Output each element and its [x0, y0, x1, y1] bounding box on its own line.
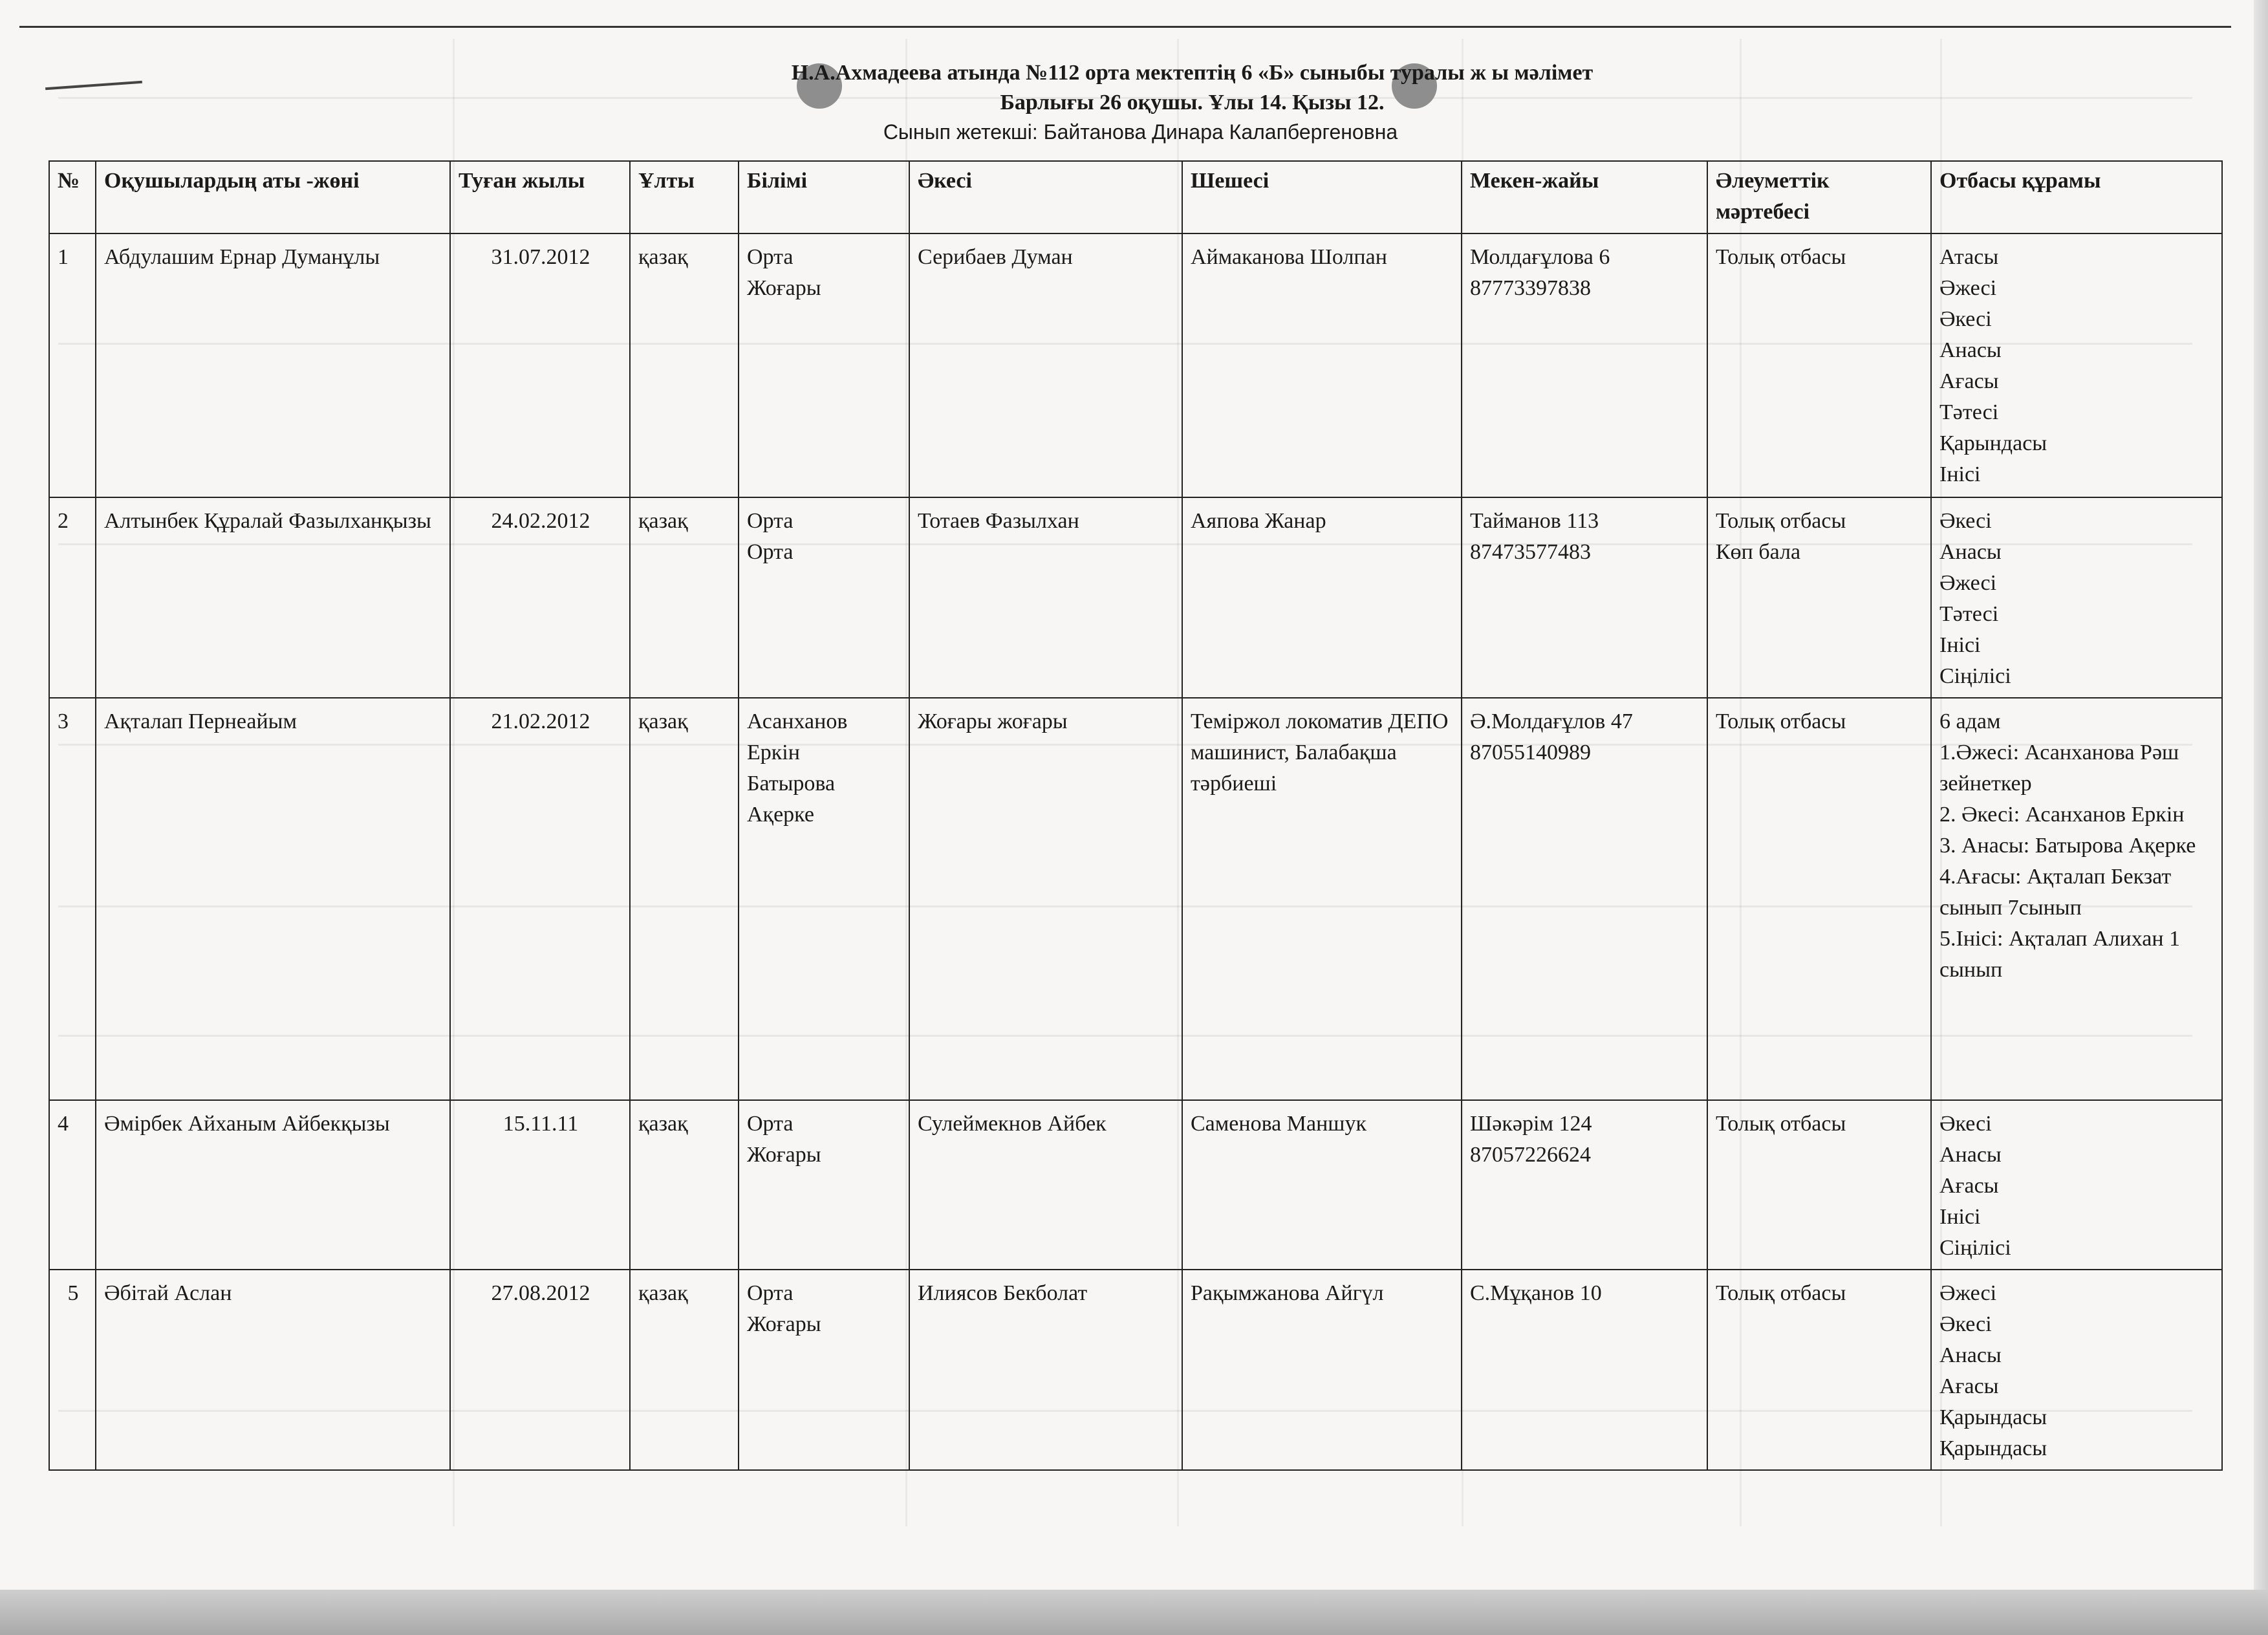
birth-date: 24.02.2012: [450, 497, 630, 698]
social-status-cell: [1707, 698, 1931, 1100]
table-header-row: [49, 161, 2222, 233]
education-line: Ақерке: [747, 803, 814, 827]
row-num: 2: [49, 497, 96, 698]
table-row: [49, 1270, 2222, 1470]
family-member: 6 адам: [1939, 709, 2001, 733]
father-name: Жоғары жоғары: [909, 698, 1182, 1100]
student-name: Абдулашим Ернар Думанұлы: [96, 233, 450, 497]
education-line: Орта: [747, 509, 794, 533]
father-name: Тотаев Фазылхан: [909, 497, 1182, 698]
family-member: Інісі: [1939, 1205, 1981, 1229]
family-member: Анасы: [1939, 338, 2002, 362]
document-subtitle: Барлығы 26 оқушы. Ұлы 14. Қызы 12.: [1000, 91, 1385, 114]
class-teacher: Сынып жетекші: Байтанова Динара Калапбергеновна: [883, 120, 1398, 144]
family-member: 5.Інісі: Ақталап Алихан 1 сынып: [1939, 927, 2181, 982]
education-line: Жоғары: [747, 276, 821, 300]
family-member: Інісі: [1939, 462, 1981, 486]
address-cell: [1462, 1100, 1707, 1270]
student-name: Әмірбек Айханым Айбекқызы: [96, 1100, 450, 1270]
family-member: Сіңілісі: [1939, 1236, 2011, 1260]
family-composition-cell: [1931, 1270, 2222, 1470]
family-member: Анасы: [1939, 1343, 2002, 1367]
education-line: Еркін: [747, 741, 800, 764]
scan-edge-line: [19, 26, 2231, 28]
nationality: қазақ: [630, 1270, 739, 1470]
education-line: Орта: [747, 1112, 794, 1136]
row-num: 3: [49, 698, 96, 1100]
family-member: Қарындасы: [1939, 1436, 2047, 1460]
row-num: 4: [49, 1100, 96, 1270]
header-mother: Шешесі: [1182, 161, 1462, 233]
family-member: 1.Әжесі: Асанханова Рәш зейнеткер: [1939, 741, 2179, 796]
document-header: [0, 58, 2268, 146]
student-name: Ақталап Пернеайым: [96, 698, 450, 1100]
address-line: Тайманов 113: [1470, 509, 1599, 533]
education-cell: [739, 1100, 909, 1270]
header-num: №: [49, 161, 96, 233]
social-status-line: Көп бала: [1716, 540, 1801, 564]
family-member: Сіңілісі: [1939, 664, 2011, 688]
nationality: қазақ: [630, 698, 739, 1100]
address-line: Шәкәрім 124: [1470, 1112, 1592, 1136]
social-status-cell: [1707, 1270, 1931, 1470]
education-cell: [739, 233, 909, 497]
education-line: Асанханов: [747, 709, 848, 733]
address-cell: [1462, 233, 1707, 497]
family-composition-cell: [1931, 497, 2222, 698]
family-member: Тәтесі: [1939, 400, 1999, 424]
birth-date: 15.11.11: [450, 1100, 630, 1270]
father-name: Серибаев Думан: [909, 233, 1182, 497]
family-member: Қарындасы: [1939, 1405, 2047, 1429]
social-status-line: Толық отбасы: [1716, 1112, 1846, 1136]
table-row: [49, 1100, 2222, 1270]
family-member: 4.Ағасы: Ақталап Бекзат сынып 7сынып: [1939, 865, 2172, 920]
phone-line: 87473577483: [1470, 540, 1591, 564]
family-member: 3. Анасы: Батырова Ақерке: [1939, 834, 2196, 858]
table-row: [49, 497, 2222, 698]
header-family: Отбасы құрамы: [1931, 161, 2222, 233]
table-row: [49, 698, 2222, 1100]
student-name: Алтынбек Құралай Фазылханқызы: [96, 497, 450, 698]
family-member: Әжесі: [1939, 276, 1997, 300]
scanner-right-edge: [2254, 0, 2268, 1635]
education-line: Орта: [747, 540, 794, 564]
document-title: Н.А.Ахмадеева атында №112 орта мектептің 6 «Б» сыныбы туралы ж ы мәлімет: [791, 61, 1593, 85]
scanner-bottom-edge: [0, 1590, 2268, 1635]
family-member: Ағасы: [1939, 1374, 1999, 1398]
phone-line: 87773397838: [1470, 276, 1591, 300]
education-cell: [739, 698, 909, 1100]
birth-date: 21.02.2012: [450, 698, 630, 1100]
student-roster-table: [49, 160, 2223, 1471]
social-status-line: Толық отбасы: [1716, 709, 1846, 733]
education-cell: [739, 497, 909, 698]
address-line: Ә.Молдағұлов 47: [1470, 709, 1633, 733]
social-status-line: Толық отбасы: [1716, 1281, 1846, 1305]
header-name: Оқушылардың аты -жөні: [96, 161, 450, 233]
phone-line: 87057226624: [1470, 1143, 1591, 1167]
mother-name: Саменова Маншук: [1182, 1100, 1462, 1270]
father-name: Сулеймекнов Айбек: [909, 1100, 1182, 1270]
education-line: Орта: [747, 245, 794, 269]
family-member: Қарындасы: [1939, 431, 2047, 455]
phone-line: 87055140989: [1470, 741, 1591, 764]
family-composition-cell: [1931, 233, 2222, 497]
header-education: Білімі: [739, 161, 909, 233]
address-cell: [1462, 1270, 1707, 1470]
family-member: Атасы: [1939, 245, 1999, 269]
birth-date: 31.07.2012: [450, 233, 630, 497]
family-composition-cell: [1931, 1100, 2222, 1270]
social-status-line: Толық отбасы: [1716, 509, 1846, 533]
nationality: қазақ: [630, 233, 739, 497]
education-line: Батырова: [747, 772, 836, 796]
header-address: Мекен-жайы: [1462, 161, 1707, 233]
social-status-line: Толық отбасы: [1716, 245, 1846, 269]
mother-name: Аяпова Жанар: [1182, 497, 1462, 698]
family-member: Әжесі: [1939, 1281, 1997, 1305]
social-status-cell: [1707, 1100, 1931, 1270]
student-name: Әбітай Аслан: [96, 1270, 450, 1470]
row-num: 1: [49, 233, 96, 497]
address-cell: [1462, 497, 1707, 698]
family-composition-cell: [1931, 698, 2222, 1100]
social-status-cell: [1707, 233, 1931, 497]
family-member: Тәтесі: [1939, 602, 1999, 626]
nationality: қазақ: [630, 497, 739, 698]
education-line: Орта: [747, 1281, 794, 1305]
family-member: Әкесі: [1939, 509, 1992, 533]
mother-name: Аймаканова Шолпан: [1182, 233, 1462, 497]
header-birth: Туған жылы: [450, 161, 630, 233]
address-line: С.Мұқанов 10: [1470, 1281, 1602, 1305]
nationality: қазақ: [630, 1100, 739, 1270]
education-line: Жоғары: [747, 1312, 821, 1336]
family-member: Анасы: [1939, 540, 2002, 564]
mother-name: Теміржол локоматив ДЕПО машинист, Балабақша тәрбиеші: [1182, 698, 1462, 1100]
education-line: Жоғары: [747, 1143, 821, 1167]
family-member: Інісі: [1939, 633, 1981, 657]
header-nation: Ұлты: [630, 161, 739, 233]
family-member: Анасы: [1939, 1143, 2002, 1167]
father-name: Илиясов Бекболат: [909, 1270, 1182, 1470]
row-num: 5: [49, 1270, 96, 1470]
family-member: Әкесі: [1939, 1312, 1992, 1336]
family-member: 2. Әкесі: Асанханов Еркін: [1939, 803, 2185, 827]
family-member: Әкесі: [1939, 1112, 1992, 1136]
family-member: Ағасы: [1939, 369, 1999, 393]
birth-date: 27.08.2012: [450, 1270, 630, 1470]
address-line: Молдағұлова 6: [1470, 245, 1610, 269]
family-member: Әкесі: [1939, 307, 1992, 331]
header-father: Әкесі: [909, 161, 1182, 233]
header-social: Әлеуметтік мәртебесі: [1707, 161, 1931, 233]
mother-name: Рақымжанова Айгүл: [1182, 1270, 1462, 1470]
education-cell: [739, 1270, 909, 1470]
address-cell: [1462, 698, 1707, 1100]
table-row: [49, 233, 2222, 497]
family-member: Әжесі: [1939, 571, 1997, 595]
family-member: Ағасы: [1939, 1174, 1999, 1198]
social-status-cell: [1707, 497, 1931, 698]
